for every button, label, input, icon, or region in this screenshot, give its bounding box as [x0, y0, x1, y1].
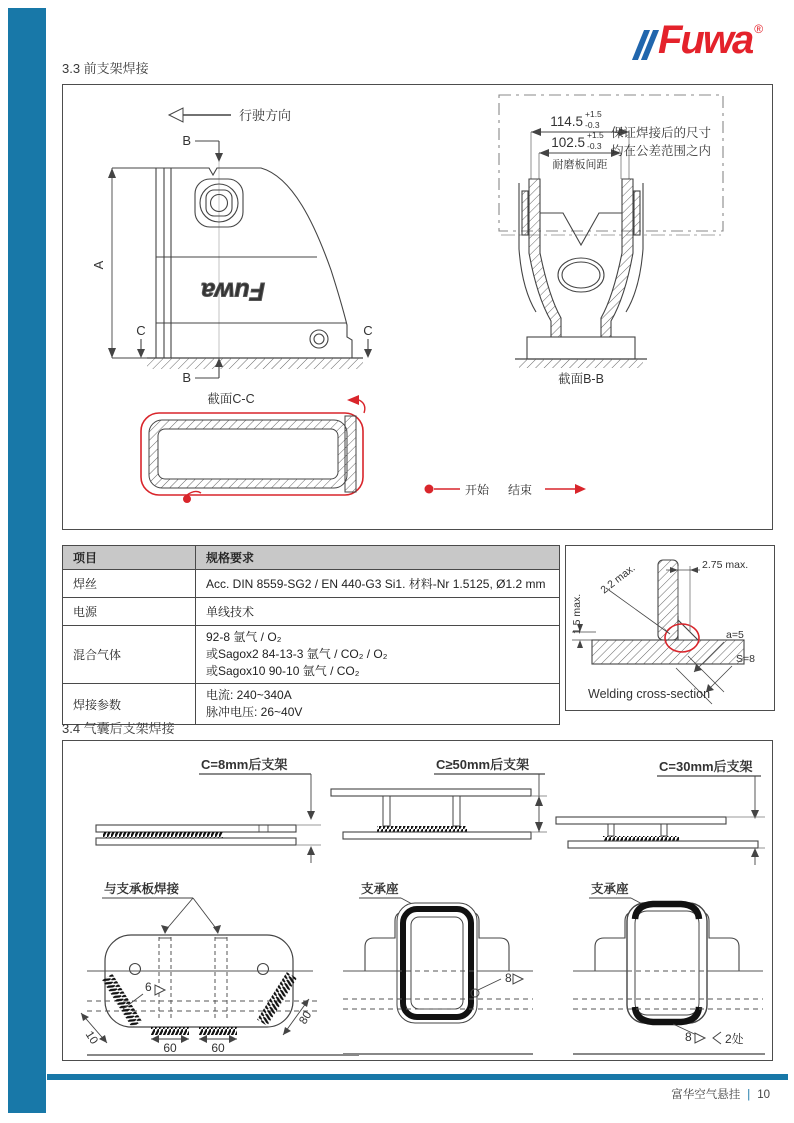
- dim-2-2-label: 2.2 max.: [598, 562, 638, 597]
- logo-slashes-icon: [638, 30, 656, 60]
- legend-end-arrow: [575, 484, 586, 494]
- bracket-c8-view: [96, 757, 321, 863]
- row-value-params: [196, 684, 560, 725]
- table-row-power: [63, 598, 560, 626]
- section-bb-label: 截面B-B: [558, 372, 604, 386]
- legend-start-label: 开始: [465, 483, 490, 497]
- section-3-4-title: 3.4 气囊后支架焊接: [62, 721, 175, 736]
- welding-cross-section-diagram: [565, 545, 775, 711]
- weld-legend: [425, 482, 587, 497]
- footer: [671, 1086, 770, 1102]
- driving-direction-label: 行驶方向: [239, 108, 292, 123]
- dim-outer-value: 114.5: [550, 114, 583, 129]
- table-row-gas: [63, 626, 560, 684]
- row-label-power: 电源: [63, 598, 196, 626]
- support-seat-right-label: 支承座: [591, 882, 629, 896]
- footer-separator: |: [747, 1089, 751, 1101]
- dim-6-label: 6: [145, 980, 152, 994]
- dim-outer-tol-plus: +1.5: [585, 109, 602, 119]
- row-value-power: 单线技术: [196, 598, 560, 626]
- weld-bead: [151, 1027, 189, 1035]
- support-plate-weld-label: 与支承板焊接: [104, 882, 180, 896]
- section-3-3-title: 3.3 前支架焊接: [62, 61, 149, 76]
- dim-60b-label: 60: [211, 1041, 225, 1055]
- dim-a-label: A: [91, 260, 106, 270]
- driving-direction-arrow: [169, 108, 291, 123]
- dim-a-height: [91, 168, 156, 358]
- gas-option-3: 或Sagox10 90-10 氩气 / CO₂: [206, 664, 360, 678]
- dim-outer-tol-minus: -0.3: [585, 120, 600, 130]
- support-seat-mid-view: [343, 881, 533, 1054]
- bracket-c30-view: [556, 759, 765, 865]
- weld-start-dot: [183, 495, 191, 503]
- dim-inner-tol-plus: +1.5: [587, 130, 604, 140]
- dim-60a-label: 60: [163, 1041, 177, 1055]
- dim-s8-label: S=8: [736, 653, 755, 665]
- places-label: 2处: [725, 1032, 744, 1046]
- brand-logo: [638, 20, 763, 60]
- bracket-c30-label: C=30mm后支架: [659, 759, 753, 774]
- dim-1-5-label: 1.5 max.: [571, 593, 583, 635]
- dim-inner-tol-minus: -0.3: [587, 141, 602, 151]
- dim-8-mid-label: 8: [505, 971, 512, 985]
- footer-title: 富华空气悬挂: [671, 1089, 741, 1101]
- legend-end-label: 结束: [508, 483, 533, 497]
- welding-cross-section-caption: Welding cross-section: [588, 687, 711, 701]
- weld-bead: [103, 832, 223, 838]
- param-current: 电流: 240~340A: [206, 688, 292, 702]
- row-label-params: 焊接参数: [63, 684, 196, 725]
- left-accent-bar: [8, 8, 46, 1113]
- weld-bead: [199, 1027, 237, 1035]
- dim-8-right-label: 8: [685, 1030, 692, 1044]
- spec-table: [62, 545, 560, 725]
- support-seat-mid-label: 支承座: [361, 882, 399, 896]
- legend-start-dot: [425, 485, 434, 494]
- gas-option-1: 92-8 氩气 / O₂: [206, 630, 282, 644]
- support-seat-right-view: [573, 881, 765, 1054]
- weld-bead: [377, 826, 467, 832]
- col-header-spec: 规格要求: [196, 546, 560, 570]
- table-row-wire: [63, 570, 560, 598]
- brand-name: Fuwa: [658, 18, 753, 62]
- row-label-wire: 焊丝: [63, 570, 196, 598]
- param-voltage: 脉冲电压: 26~40V: [206, 705, 303, 719]
- mark-c-left: C: [136, 323, 146, 338]
- footer-rule: [47, 1074, 788, 1080]
- row-label-gas: 混合气体: [63, 626, 196, 684]
- wear-plate-gap-label: 耐磨板间距: [552, 159, 608, 171]
- mark-b-top: B: [182, 133, 191, 148]
- gas-option-2: 或Sagox2 84-13-3 氩气 / CO₂ / O₂: [206, 647, 388, 661]
- section-cc-label: 截面C-C: [207, 392, 255, 406]
- section-bb-view: [499, 95, 723, 386]
- dim-a5-label: a=5: [726, 629, 744, 641]
- section-marks: [136, 133, 372, 385]
- rear-bracket-drawing-svg: [63, 741, 772, 1058]
- cast-brand-logo: Fuwa: [201, 277, 265, 305]
- weld-symbol-flag: [695, 1033, 705, 1043]
- welding-cross-section-svg: [566, 546, 774, 710]
- mark-b-bottom: B: [182, 370, 191, 385]
- page-number: 10: [757, 1089, 770, 1101]
- weld-end-arrow: [347, 395, 359, 405]
- tolerance-note-line1: 保证焊接后的尺寸: [611, 126, 712, 140]
- front-bracket-drawing-svg: [63, 85, 772, 529]
- bracket-c8-label: C=8mm后支架: [201, 757, 288, 772]
- mark-c-right: C: [363, 323, 373, 338]
- row-value-wire: Acc. DIN 8559-SG2 / EN 440-G3 Si1. 材料-Nr 1.5125, Ø1.2 mm: [196, 570, 560, 598]
- spec-table-header-row: [63, 546, 560, 570]
- support-plate-weld-view: [81, 881, 359, 1055]
- front-bracket-diagram: [62, 84, 773, 530]
- registered-mark: ®: [754, 22, 764, 36]
- dim-10-label: 10: [82, 1029, 100, 1047]
- rear-bracket-diagram: [62, 740, 773, 1061]
- tolerance-note-line2: 均在公差范围之内: [611, 144, 712, 158]
- bracket-side-view: [147, 157, 363, 375]
- section-cc-view: [141, 395, 365, 503]
- dim-80-label: 80: [297, 1009, 315, 1027]
- bracket-c50-view: [331, 757, 547, 839]
- dim-inner-value: 102.5: [551, 135, 585, 150]
- dim-lines: [572, 566, 732, 704]
- row-value-gas: [196, 626, 560, 684]
- col-header-item: 项目: [63, 546, 196, 570]
- bracket-c50-label: C≥50mm后支架: [436, 757, 530, 772]
- weld-symbol-flag: [513, 974, 523, 984]
- weld-bead: [603, 836, 679, 841]
- dim-2-75-label: 2.75 max.: [702, 559, 749, 571]
